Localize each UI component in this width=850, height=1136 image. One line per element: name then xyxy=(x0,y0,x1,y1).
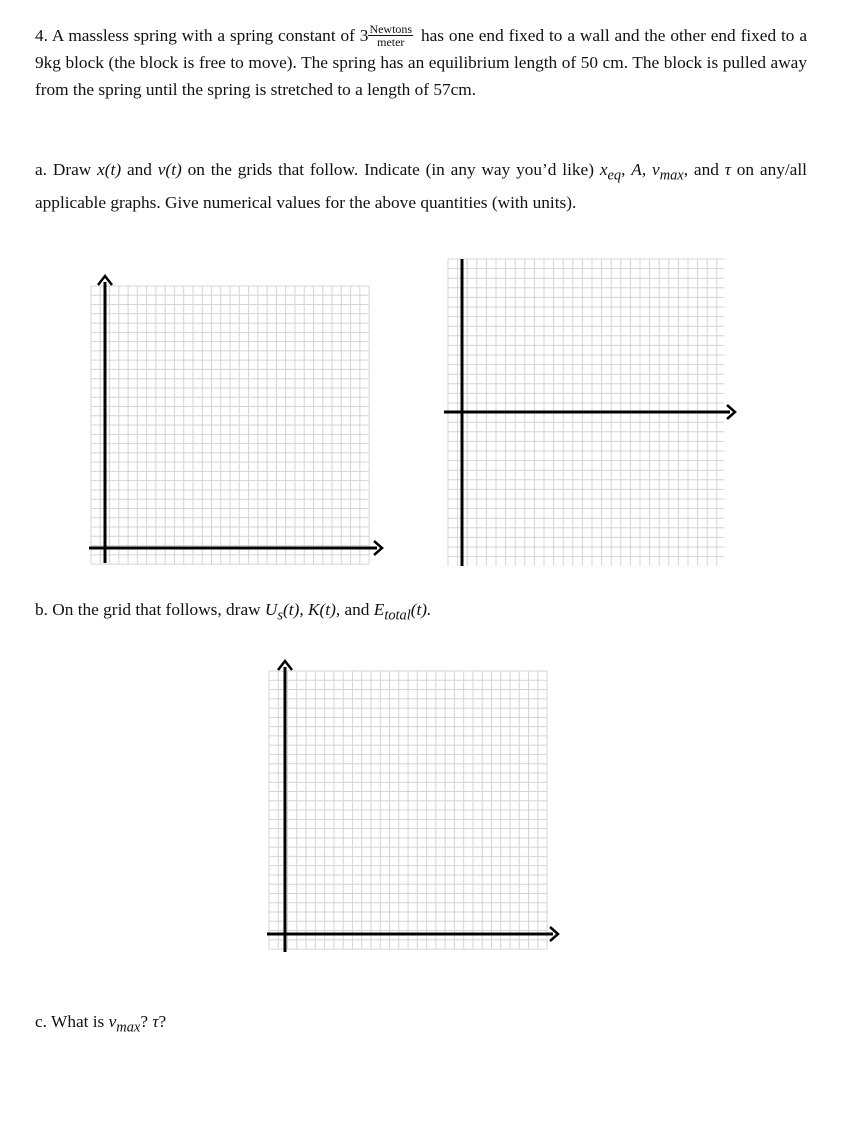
tau-symbol: τ xyxy=(152,1012,159,1031)
v-max-symbol: v xyxy=(652,160,660,179)
part-c-label: c. xyxy=(35,1012,47,1031)
comma: , xyxy=(621,160,626,179)
velocity-graph-grid[interactable] xyxy=(442,257,742,567)
part-a-text-5: on any/all applicable graphs. Give numerical values for the above quantities (with units). xyxy=(35,160,807,213)
units-denominator: meter xyxy=(377,34,405,49)
e-argument: (t). xyxy=(410,600,432,619)
e-subscript: total xyxy=(384,607,411,624)
x-eq xyxy=(599,160,622,184)
spring-constant-units xyxy=(368,23,413,48)
question-mark: ? xyxy=(140,1012,148,1031)
part-a-label: a. xyxy=(35,160,47,179)
e-symbol: E xyxy=(373,600,385,619)
x-eq-symbol: x xyxy=(599,160,608,179)
v-max-subscript: max xyxy=(116,1019,141,1036)
tau-symbol: τ xyxy=(724,160,731,179)
part-b-text-2: and xyxy=(344,600,370,619)
comma: , xyxy=(641,160,647,179)
part-a-text-1: Draw xyxy=(52,160,92,179)
units-numerator: Newtons xyxy=(369,21,413,36)
x-eq-subscript: eq xyxy=(607,167,622,184)
part-b-label: b. xyxy=(35,600,48,619)
question-mark: ? xyxy=(158,1012,167,1031)
v-max xyxy=(108,1012,141,1036)
kinetic-energy: K(t), xyxy=(307,600,341,619)
v-max-subscript: max xyxy=(659,167,684,184)
part-a-text xyxy=(35,156,807,216)
problem-body: has one end fixed to a wall and the other end fixed to a 9kg block (the block is free to move). The spring has an equilibrium length of 50 cm. The block is pulled away from the spring until the spring is stretched to a length of 57cm. xyxy=(35,26,807,99)
energy-graph-grid[interactable] xyxy=(263,655,563,955)
grid-lines xyxy=(91,286,369,564)
x-of-t: x(t) xyxy=(97,160,122,179)
part-b-text-1: On the grid that follows, draw xyxy=(52,600,261,619)
part-a-text-4: , and xyxy=(683,160,719,179)
position-graph-grid[interactable] xyxy=(85,270,385,570)
problem-intro: A massless spring with a spring constant of 3 xyxy=(51,26,369,45)
spring-potential-energy xyxy=(264,600,304,624)
u-symbol: U xyxy=(264,600,278,619)
u-subscript: s xyxy=(277,607,284,624)
part-a-text-2: and xyxy=(126,160,152,179)
amplitude-symbol: A xyxy=(631,160,642,179)
part-c-text-1: What is xyxy=(51,1012,105,1031)
part-c-text xyxy=(35,1008,807,1041)
problem-number: 4. xyxy=(35,26,48,45)
total-energy xyxy=(373,600,432,624)
v-of-t: v(t) xyxy=(157,160,182,179)
u-argument: (t), xyxy=(283,600,304,619)
problem-statement xyxy=(35,22,807,103)
part-a-text-3: on the grids that follow. Indicate (in any way you’d like) xyxy=(187,160,594,179)
v-max xyxy=(652,160,684,184)
part-b-text xyxy=(35,596,807,629)
grid-lines xyxy=(269,671,547,949)
v-max-symbol: v xyxy=(108,1012,117,1031)
